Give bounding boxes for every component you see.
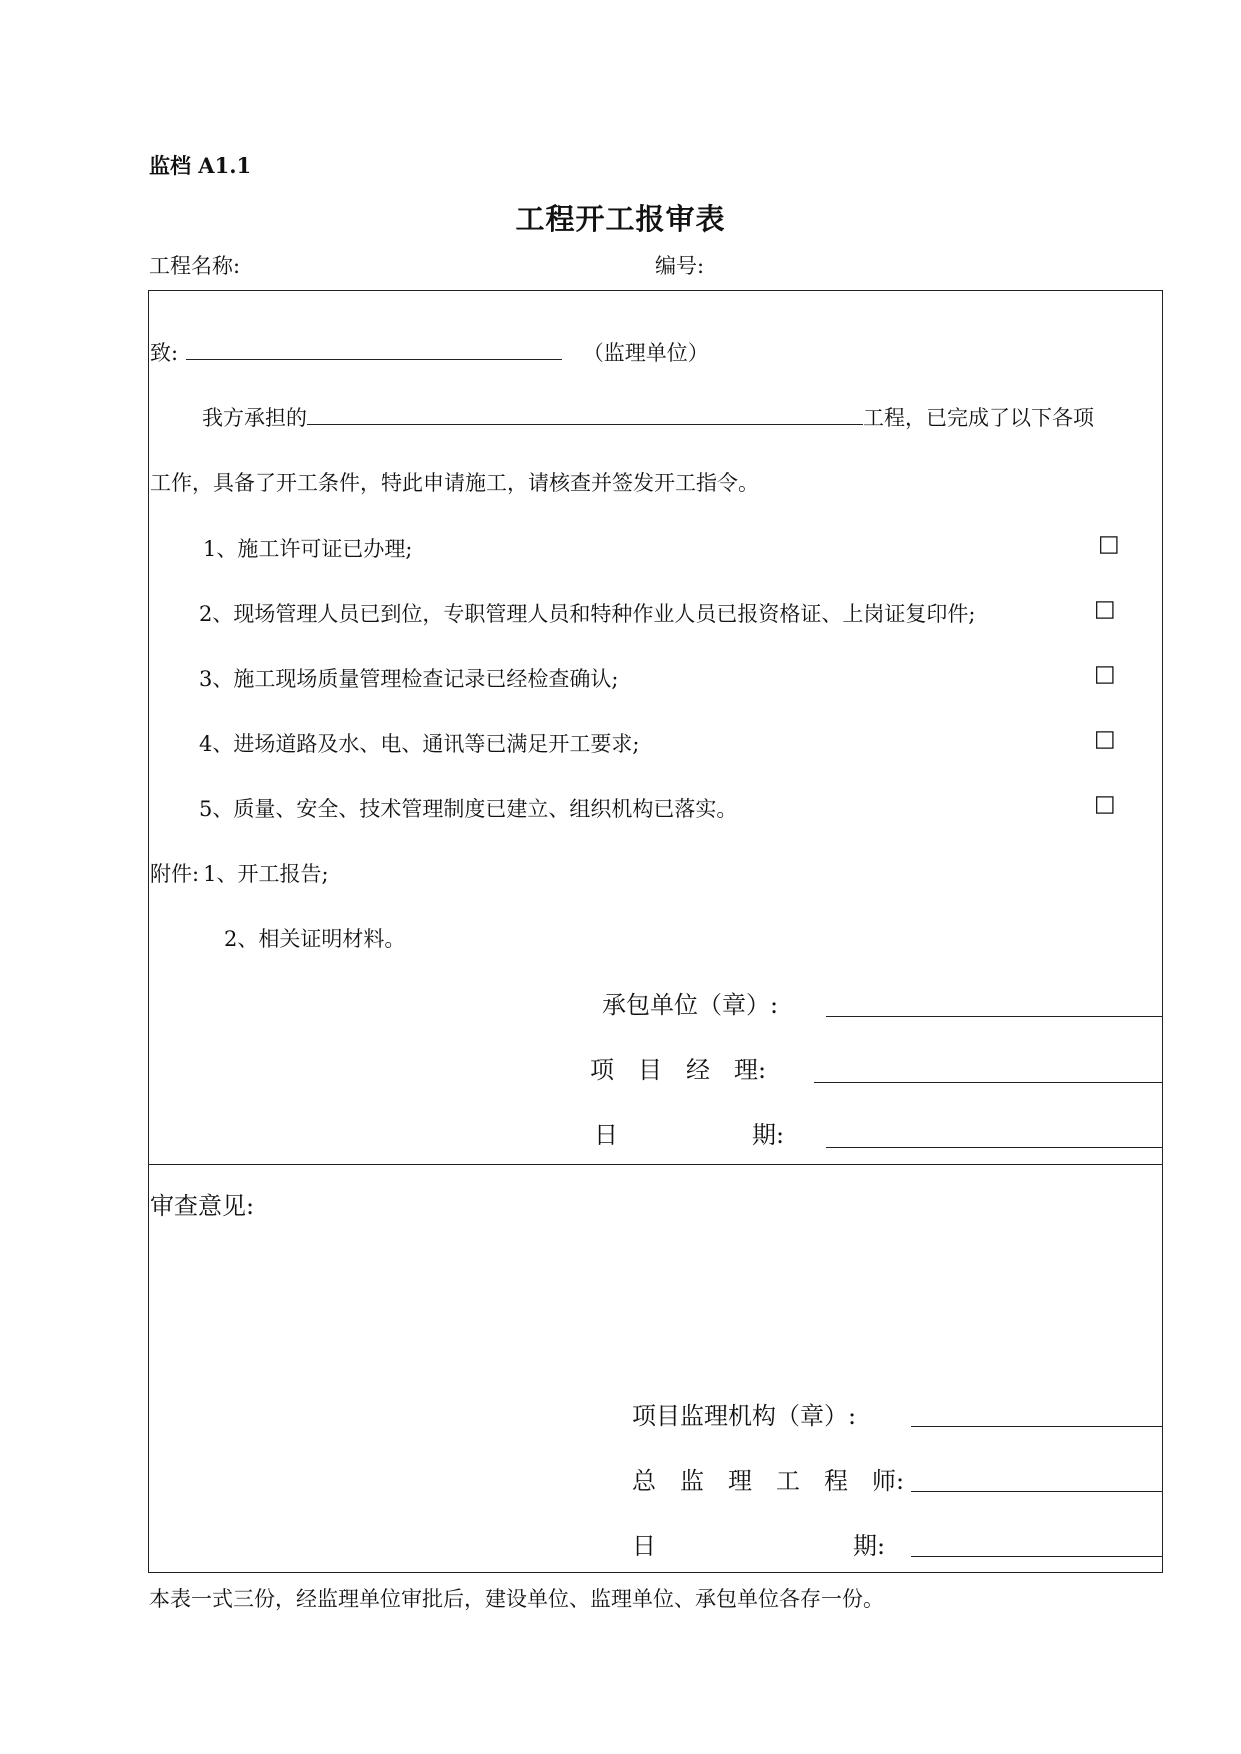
number-label: 编号: (655, 254, 705, 278)
project-name-label: 工程名称: (149, 254, 241, 278)
intro-prefix: 我方承担的 (202, 406, 307, 430)
supervision-org-label: 项目监理机构（章）: (632, 1402, 857, 1430)
to-label: 致: (150, 341, 179, 365)
chief-engineer-label: 总 监 理 工 程 师: (632, 1467, 905, 1495)
footer-note: 本表一式三份，经监理单位审批后，建设单位、监理单位、承包单位各存一份。 (149, 1587, 884, 1611)
checklist-item-4: 4、进场道路及水、电、通讯等已满足开工要求; (199, 732, 640, 756)
checklist-item-5: 5、质量、安全、技术管理制度已建立、组织机构已落实。 (199, 797, 738, 821)
to-line (150, 337, 709, 367)
supervision-org-line[interactable] (911, 1426, 1163, 1427)
checkbox-1[interactable]: □ (1098, 531, 1120, 557)
checkbox-3[interactable]: □ (1094, 661, 1116, 687)
attachment-item: 2、相关证明材料。 (224, 927, 406, 951)
review-opinion-label: 审查意见: (150, 1192, 255, 1220)
attachment-item: 1、开工报告; (203, 862, 329, 886)
supervisor-unit-note: （监理单位） (582, 341, 709, 365)
contractor-date-label-right: 期: (752, 1121, 785, 1149)
project-name-blank[interactable] (307, 423, 863, 425)
review-date-line[interactable] (911, 1556, 1163, 1557)
document-code: 监档 A1.1 (149, 153, 252, 178)
contractor-date-label-left: 日 (594, 1121, 618, 1149)
supervisor-unit-blank[interactable] (186, 358, 562, 360)
checklist-item-2: 2、现场管理人员已到位，专职管理人员和特种作业人员已报资格证、上岗证复印件; (199, 602, 976, 626)
intro-suffix: 工程，已完成了以下各项 (863, 406, 1094, 430)
checkbox-4[interactable]: □ (1094, 726, 1116, 752)
attachments-label: 附件: (150, 862, 200, 886)
form-title: 工程开工报审表 (515, 202, 726, 236)
section-divider (148, 1164, 1163, 1165)
project-manager-label: 项 目 经 理: (590, 1056, 767, 1084)
contractor-sign-label: 承包单位（章）: (602, 991, 779, 1019)
attachments-line-1 (150, 858, 329, 888)
checklist-item-3: 3、施工现场质量管理检查记录已经检查确认; (199, 667, 619, 691)
chief-engineer-line[interactable] (911, 1491, 1163, 1492)
review-date-label-left: 日 (632, 1532, 656, 1560)
checklist-item-1: 1、施工许可证已办理; (203, 537, 413, 561)
contractor-sign-line[interactable] (826, 1016, 1163, 1017)
checkbox-5[interactable]: □ (1094, 791, 1116, 817)
review-date-label-right: 期: (853, 1532, 886, 1560)
checkbox-2[interactable]: □ (1094, 596, 1116, 622)
intro-line-1 (202, 402, 1094, 432)
project-manager-line[interactable] (814, 1082, 1163, 1083)
contractor-date-line[interactable] (826, 1147, 1163, 1148)
intro-line-2: 工作，具备了开工条件，特此申请施工，请核查并签发开工指令。 (150, 471, 759, 495)
